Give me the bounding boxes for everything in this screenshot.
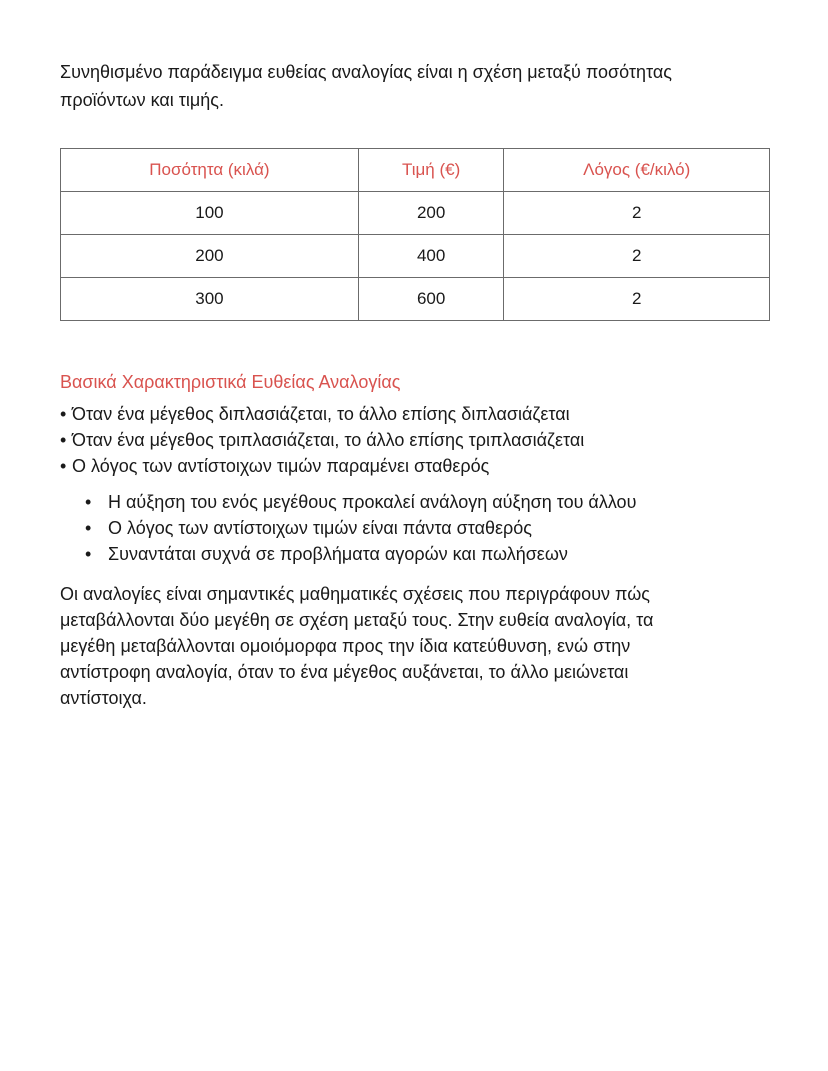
bullet-icon: • [60,456,67,476]
column-header-quantity: Ποσότητα (κιλά) [61,149,359,192]
list-item: • Συναντάται συχνά σε προβλήματα αγορών και πωλήσεων [85,541,770,567]
list-item: • Ο λόγος των αντίστοιχων τιμών είναι πάντα σταθερός [85,515,770,541]
table-header-row [61,149,770,192]
list-item: • Όταν ένα μέγεθος τριπλασιάζεται, το άλλο επίσης τριπλασιάζεται [60,427,770,453]
table-cell: 2 [504,192,770,235]
intro-paragraph [60,58,770,114]
section-heading: Βασικά Χαρακτηριστικά Ευθείας Αναλογίας [60,372,401,392]
closing-line: Οι αναλογίες είναι σημαντικές μαθηματικές σχέσεις που περιγράφουν πώς [60,584,650,604]
list-item: • Ο λόγος των αντίστοιχων τιμών παραμένει σταθερός [60,453,770,479]
table-cell: 2 [504,235,770,278]
column-header-ratio: Λόγος (€/κιλό) [504,149,770,192]
table-cell: 400 [358,235,504,278]
closing-line: αντίστοιχα. [60,688,147,708]
sub-characteristics-list [60,489,770,567]
table-cell: 600 [358,278,504,321]
table-cell: 100 [61,192,359,235]
list-item: • Όταν ένα μέγεθος διπλασιάζεται, το άλλο επίσης διπλασιάζεται [60,401,770,427]
document-page [60,58,770,711]
column-header-price: Τιμή (€) [358,149,504,192]
quantity-price-table [60,148,770,321]
closing-line: μεταβάλλονται δύο μεγέθη σε σχέση μεταξύ τους. Στην ευθεία αναλογία, τα [60,610,654,630]
bullet-icon: • [85,518,92,538]
bullet-icon: • [85,492,92,512]
intro-line: Συνηθισμένο παράδειγμα ευθείας αναλογίας είναι η σχέση μεταξύ ποσότητας [60,62,672,82]
table-cell: 300 [61,278,359,321]
table-row [61,278,770,321]
list-item: • Η αύξηση του ενός μεγέθους προκαλεί ανάλογη αύξηση του άλλου [85,489,770,515]
bullet-icon: • [60,430,67,450]
table-row [61,235,770,278]
bullet-icon: • [85,544,92,564]
intro-line: προϊόντων και τιμής. [60,90,224,110]
table-cell: 200 [358,192,504,235]
closing-paragraph [60,581,770,711]
characteristics-list [60,401,770,479]
table-row [61,192,770,235]
closing-line: μεγέθη μεταβάλλονται ομοιόμορφα προς την ίδια κατεύθυνση, ενώ στην [60,636,631,656]
table-cell: 200 [61,235,359,278]
table-cell: 2 [504,278,770,321]
closing-line: αντίστροφη αναλογία, όταν το ένα μέγεθος αυξάνεται, το άλλο μειώνεται [60,662,629,682]
bullet-icon: • [60,404,67,424]
